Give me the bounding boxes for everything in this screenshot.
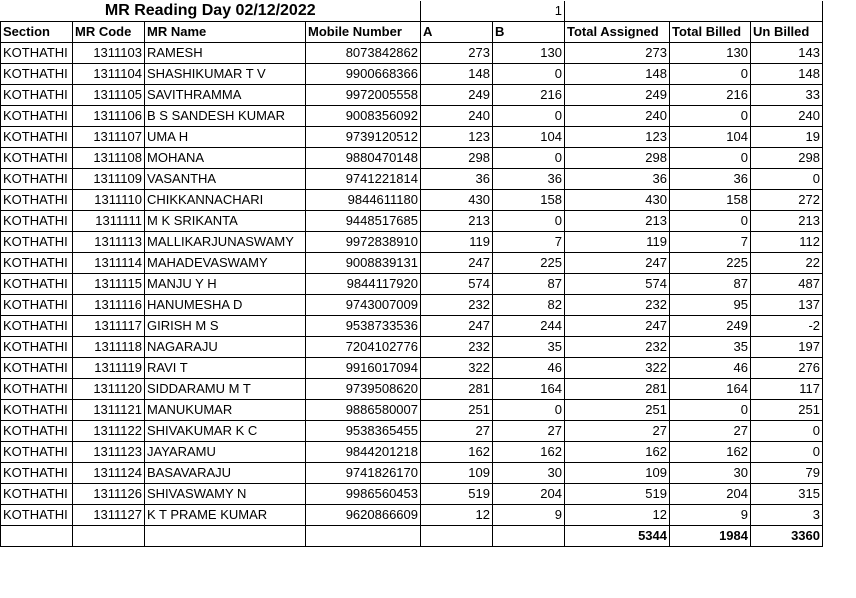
total-assigned-cell[interactable]: 574 — [565, 274, 670, 295]
section-cell[interactable]: KOTHATHI — [1, 463, 73, 484]
mr-code-cell[interactable]: 1311108 — [73, 148, 145, 169]
table-row — [1, 106, 823, 127]
table-row — [1, 274, 823, 295]
mobile-number-cell[interactable]: 9844201218 — [306, 442, 421, 463]
col-header-total-billed[interactable]: Total Billed — [670, 22, 751, 43]
b-cell[interactable]: 0 — [493, 211, 565, 232]
table-row — [1, 379, 823, 400]
a-cell[interactable]: 240 — [421, 106, 493, 127]
total-billed-sum[interactable]: 1984 — [670, 526, 751, 547]
total-assigned-cell[interactable]: 27 — [565, 421, 670, 442]
mr-code-cell[interactable]: 1311123 — [73, 442, 145, 463]
a-cell[interactable]: 298 — [421, 148, 493, 169]
b-cell[interactable]: 7 — [493, 232, 565, 253]
table-row — [1, 295, 823, 316]
b-cell[interactable]: 0 — [493, 64, 565, 85]
mobile-number-cell[interactable]: 8073842862 — [306, 43, 421, 64]
a-cell[interactable]: 519 — [421, 484, 493, 505]
mr-name-cell[interactable]: SAVITHRAMMA — [145, 85, 306, 106]
mr-code-cell[interactable]: 1311126 — [73, 484, 145, 505]
total-assigned-sum[interactable]: 5344 — [565, 526, 670, 547]
section-cell[interactable]: KOTHATHI — [1, 505, 73, 526]
mr-name-cell[interactable]: SHIVAKUMAR K C — [145, 421, 306, 442]
section-cell[interactable]: KOTHATHI — [1, 106, 73, 127]
mr-name-cell[interactable]: VASANTHA — [145, 169, 306, 190]
mobile-number-cell[interactable]: 9743007009 — [306, 295, 421, 316]
mr-code-cell[interactable]: 1311124 — [73, 463, 145, 484]
section-cell[interactable]: KOTHATHI — [1, 379, 73, 400]
table-row — [1, 232, 823, 253]
mr-name-cell[interactable]: UMA H — [145, 127, 306, 148]
a-cell[interactable]: 213 — [421, 211, 493, 232]
mobile-number-cell[interactable]: 9880470148 — [306, 148, 421, 169]
a-cell[interactable]: 148 — [421, 64, 493, 85]
col-header-mr-code[interactable]: MR Code — [73, 22, 145, 43]
section-cell[interactable]: KOTHATHI — [1, 442, 73, 463]
mr-code-cell[interactable]: 1311106 — [73, 106, 145, 127]
un-billed-cell[interactable]: 33 — [751, 85, 823, 106]
mr-code-cell[interactable]: 1311105 — [73, 85, 145, 106]
mr-code-cell[interactable]: 1311115 — [73, 274, 145, 295]
page-marker[interactable]: 1 — [493, 1, 565, 22]
table-row — [1, 64, 823, 85]
total-assigned-cell[interactable]: 281 — [565, 379, 670, 400]
total-assigned-cell[interactable]: 232 — [565, 337, 670, 358]
mobile-number-cell[interactable]: 7204102776 — [306, 337, 421, 358]
un-billed-cell[interactable]: 0 — [751, 169, 823, 190]
col-header-b[interactable]: B — [493, 22, 565, 43]
un-billed-cell[interactable]: 213 — [751, 211, 823, 232]
mr-code-cell[interactable]: 1311121 — [73, 400, 145, 421]
table-row — [1, 337, 823, 358]
empty-cell[interactable] — [145, 526, 306, 547]
a-cell[interactable]: 281 — [421, 379, 493, 400]
un-billed-cell[interactable]: 19 — [751, 127, 823, 148]
total-assigned-cell[interactable]: 251 — [565, 400, 670, 421]
un-billed-cell[interactable]: 298 — [751, 148, 823, 169]
mobile-number-cell[interactable]: 9008356092 — [306, 106, 421, 127]
mr-code-cell[interactable]: 1311107 — [73, 127, 145, 148]
section-cell[interactable]: KOTHATHI — [1, 400, 73, 421]
total-billed-cell[interactable]: 130 — [670, 43, 751, 64]
total-billed-cell[interactable]: 36 — [670, 169, 751, 190]
empty-cell[interactable] — [1, 526, 73, 547]
cell[interactable] — [421, 1, 493, 22]
mr-code-cell[interactable]: 1311122 — [73, 421, 145, 442]
total-assigned-cell[interactable]: 273 — [565, 43, 670, 64]
mobile-number-cell[interactable]: 9916017094 — [306, 358, 421, 379]
title-row — [1, 1, 823, 22]
total-assigned-cell[interactable]: 123 — [565, 127, 670, 148]
section-cell[interactable]: KOTHATHI — [1, 211, 73, 232]
table-row — [1, 484, 823, 505]
table-row — [1, 400, 823, 421]
un-billed-cell[interactable]: 0 — [751, 421, 823, 442]
section-cell[interactable]: KOTHATHI — [1, 274, 73, 295]
mr-name-cell[interactable]: CHIKKANNACHARI — [145, 190, 306, 211]
section-cell[interactable]: KOTHATHI — [1, 190, 73, 211]
mr-code-cell[interactable]: 1311117 — [73, 316, 145, 337]
b-cell[interactable]: 225 — [493, 253, 565, 274]
mr-name-cell[interactable]: JAYARAMU — [145, 442, 306, 463]
total-billed-cell[interactable]: 0 — [670, 106, 751, 127]
b-cell[interactable]: 162 — [493, 442, 565, 463]
un-billed-cell[interactable]: 276 — [751, 358, 823, 379]
table-row — [1, 505, 823, 526]
mr-name-cell[interactable]: MANUKUMAR — [145, 400, 306, 421]
section-cell[interactable]: KOTHATHI — [1, 484, 73, 505]
mr-code-cell[interactable]: 1311127 — [73, 505, 145, 526]
mr-code-cell[interactable]: 1311110 — [73, 190, 145, 211]
table-row — [1, 316, 823, 337]
un-billed-cell[interactable]: 137 — [751, 295, 823, 316]
mobile-number-cell[interactable]: 9972838910 — [306, 232, 421, 253]
section-cell[interactable]: KOTHATHI — [1, 337, 73, 358]
total-assigned-cell[interactable]: 162 — [565, 442, 670, 463]
table-row — [1, 442, 823, 463]
mr-name-cell[interactable]: SHASHIKUMAR T V — [145, 64, 306, 85]
total-assigned-cell[interactable]: 247 — [565, 316, 670, 337]
mr-name-cell[interactable]: SIDDARAMU M T — [145, 379, 306, 400]
total-assigned-cell[interactable]: 12 — [565, 505, 670, 526]
b-cell[interactable]: 9 — [493, 505, 565, 526]
mobile-number-cell[interactable]: 9620866609 — [306, 505, 421, 526]
empty-cell[interactable] — [421, 526, 493, 547]
a-cell[interactable]: 574 — [421, 274, 493, 295]
table-row — [1, 127, 823, 148]
b-cell[interactable]: 27 — [493, 421, 565, 442]
mr-code-cell[interactable]: 1311120 — [73, 379, 145, 400]
total-billed-cell[interactable]: 30 — [670, 463, 751, 484]
total-assigned-cell[interactable]: 322 — [565, 358, 670, 379]
mr-code-cell[interactable]: 1311116 — [73, 295, 145, 316]
un-billed-cell[interactable]: 143 — [751, 43, 823, 64]
table-row — [1, 85, 823, 106]
mobile-number-cell[interactable]: 9741826170 — [306, 463, 421, 484]
section-cell[interactable]: KOTHATHI — [1, 127, 73, 148]
mr-name-cell[interactable]: MANJU Y H — [145, 274, 306, 295]
un-billed-cell[interactable]: 251 — [751, 400, 823, 421]
mr-code-cell[interactable]: 1311114 — [73, 253, 145, 274]
un-billed-cell[interactable]: 197 — [751, 337, 823, 358]
mr-name-cell[interactable]: HANUMESHA D — [145, 295, 306, 316]
total-assigned-cell[interactable]: 232 — [565, 295, 670, 316]
un-billed-cell[interactable]: 112 — [751, 232, 823, 253]
a-cell[interactable]: 36 — [421, 169, 493, 190]
a-cell[interactable]: 430 — [421, 190, 493, 211]
mobile-number-cell[interactable]: 9986560453 — [306, 484, 421, 505]
a-cell[interactable]: 247 — [421, 316, 493, 337]
col-header-un-billed[interactable]: Un Billed — [751, 22, 823, 43]
empty-cell[interactable] — [73, 526, 145, 547]
total-billed-cell[interactable]: 7 — [670, 232, 751, 253]
col-header-mobile-number[interactable]: Mobile Number — [306, 22, 421, 43]
mobile-number-cell[interactable]: 9900668366 — [306, 64, 421, 85]
section-cell[interactable]: KOTHATHI — [1, 421, 73, 442]
a-cell[interactable]: 322 — [421, 358, 493, 379]
table-row — [1, 463, 823, 484]
section-cell[interactable]: KOTHATHI — [1, 64, 73, 85]
un-billed-cell[interactable]: 315 — [751, 484, 823, 505]
b-cell[interactable]: 82 — [493, 295, 565, 316]
mr-code-cell[interactable]: 1311103 — [73, 43, 145, 64]
a-cell[interactable]: 27 — [421, 421, 493, 442]
mr-name-cell[interactable]: NAGARAJU — [145, 337, 306, 358]
un-billed-cell[interactable]: 3 — [751, 505, 823, 526]
mobile-number-cell[interactable]: 9844611180 — [306, 190, 421, 211]
a-cell[interactable]: 247 — [421, 253, 493, 274]
mr-name-cell[interactable]: RAVI T — [145, 358, 306, 379]
section-cell[interactable]: KOTHATHI — [1, 85, 73, 106]
a-cell[interactable]: 232 — [421, 337, 493, 358]
section-cell[interactable]: KOTHATHI — [1, 253, 73, 274]
total-assigned-cell[interactable]: 213 — [565, 211, 670, 232]
un-billed-cell[interactable]: 148 — [751, 64, 823, 85]
mobile-number-cell[interactable]: 9538365455 — [306, 421, 421, 442]
b-cell[interactable]: 164 — [493, 379, 565, 400]
mobile-number-cell[interactable]: 9886580007 — [306, 400, 421, 421]
b-cell[interactable]: 0 — [493, 400, 565, 421]
table-row — [1, 190, 823, 211]
un-billed-sum[interactable]: 3360 — [751, 526, 823, 547]
total-billed-cell[interactable]: 249 — [670, 316, 751, 337]
mr-name-cell[interactable]: MOHANA — [145, 148, 306, 169]
table-row — [1, 211, 823, 232]
sheet-title[interactable]: MR Reading Day 02/12/2022 — [1, 1, 421, 22]
total-assigned-cell[interactable]: 298 — [565, 148, 670, 169]
a-cell[interactable]: 232 — [421, 295, 493, 316]
mr-name-cell[interactable]: MALLIKARJUNASWAMY — [145, 232, 306, 253]
total-billed-cell[interactable]: 204 — [670, 484, 751, 505]
total-assigned-cell[interactable]: 109 — [565, 463, 670, 484]
un-billed-cell[interactable]: 0 — [751, 442, 823, 463]
b-cell[interactable]: 216 — [493, 85, 565, 106]
un-billed-cell[interactable]: 22 — [751, 253, 823, 274]
b-cell[interactable]: 0 — [493, 148, 565, 169]
total-billed-cell[interactable]: 164 — [670, 379, 751, 400]
total-assigned-cell[interactable]: 240 — [565, 106, 670, 127]
total-billed-cell[interactable]: 46 — [670, 358, 751, 379]
mobile-number-cell[interactable]: 9538733536 — [306, 316, 421, 337]
b-cell[interactable]: 130 — [493, 43, 565, 64]
b-cell[interactable]: 30 — [493, 463, 565, 484]
b-cell[interactable]: 0 — [493, 106, 565, 127]
mr-code-cell[interactable]: 1311119 — [73, 358, 145, 379]
total-billed-cell[interactable]: 9 — [670, 505, 751, 526]
mobile-number-cell[interactable]: 9741221814 — [306, 169, 421, 190]
mobile-number-cell[interactable]: 9448517685 — [306, 211, 421, 232]
total-assigned-cell[interactable]: 430 — [565, 190, 670, 211]
mr-name-cell[interactable]: M K SRIKANTA — [145, 211, 306, 232]
empty-cell[interactable] — [306, 526, 421, 547]
total-billed-cell[interactable]: 0 — [670, 64, 751, 85]
cell[interactable] — [751, 1, 823, 22]
table-row — [1, 253, 823, 274]
un-billed-cell[interactable]: 79 — [751, 463, 823, 484]
mr-name-cell[interactable]: SHIVASWAMY N — [145, 484, 306, 505]
section-cell[interactable]: KOTHATHI — [1, 169, 73, 190]
section-cell[interactable]: KOTHATHI — [1, 316, 73, 337]
a-cell[interactable]: 12 — [421, 505, 493, 526]
section-cell[interactable]: KOTHATHI — [1, 358, 73, 379]
mr-name-cell[interactable]: BASAVARAJU — [145, 463, 306, 484]
a-cell[interactable]: 119 — [421, 232, 493, 253]
section-cell[interactable]: KOTHATHI — [1, 43, 73, 64]
totals-row — [1, 526, 823, 547]
section-cell[interactable]: KOTHATHI — [1, 148, 73, 169]
cell[interactable] — [565, 1, 670, 22]
un-billed-cell[interactable]: -2 — [751, 316, 823, 337]
total-assigned-cell[interactable]: 148 — [565, 64, 670, 85]
un-billed-cell[interactable]: 272 — [751, 190, 823, 211]
table-row — [1, 358, 823, 379]
un-billed-cell[interactable]: 487 — [751, 274, 823, 295]
a-cell[interactable]: 109 — [421, 463, 493, 484]
mr-name-cell[interactable]: K T PRAME KUMAR — [145, 505, 306, 526]
total-billed-cell[interactable]: 87 — [670, 274, 751, 295]
total-billed-cell[interactable]: 27 — [670, 421, 751, 442]
total-assigned-cell[interactable]: 519 — [565, 484, 670, 505]
total-assigned-cell[interactable]: 249 — [565, 85, 670, 106]
mr-code-cell[interactable]: 1311104 — [73, 64, 145, 85]
col-header-total-assigned[interactable]: Total Assigned — [565, 22, 670, 43]
total-billed-cell[interactable]: 0 — [670, 148, 751, 169]
section-cell[interactable]: KOTHATHI — [1, 232, 73, 253]
total-assigned-cell[interactable]: 36 — [565, 169, 670, 190]
b-cell[interactable]: 244 — [493, 316, 565, 337]
cell[interactable] — [670, 1, 751, 22]
total-billed-cell[interactable]: 0 — [670, 211, 751, 232]
mobile-number-cell[interactable]: 9739120512 — [306, 127, 421, 148]
mr-name-cell[interactable]: GIRISH M S — [145, 316, 306, 337]
table-row — [1, 421, 823, 442]
total-assigned-cell[interactable]: 247 — [565, 253, 670, 274]
a-cell[interactable]: 273 — [421, 43, 493, 64]
b-cell[interactable]: 35 — [493, 337, 565, 358]
empty-cell[interactable] — [493, 526, 565, 547]
total-billed-cell[interactable]: 95 — [670, 295, 751, 316]
table-row — [1, 169, 823, 190]
total-billed-cell[interactable]: 225 — [670, 253, 751, 274]
total-billed-cell[interactable]: 162 — [670, 442, 751, 463]
mobile-number-cell[interactable]: 9008839131 — [306, 253, 421, 274]
un-billed-cell[interactable]: 240 — [751, 106, 823, 127]
mr-code-cell[interactable]: 1311109 — [73, 169, 145, 190]
a-cell[interactable]: 249 — [421, 85, 493, 106]
mr-code-cell[interactable]: 1311113 — [73, 232, 145, 253]
col-header-a[interactable]: A — [421, 22, 493, 43]
section-cell[interactable]: KOTHATHI — [1, 295, 73, 316]
mobile-number-cell[interactable]: 9972005558 — [306, 85, 421, 106]
table-row — [1, 43, 823, 64]
total-billed-cell[interactable]: 0 — [670, 400, 751, 421]
mr-name-cell[interactable]: B S SANDESH KUMAR — [145, 106, 306, 127]
mobile-number-cell[interactable]: 9844117920 — [306, 274, 421, 295]
mr-reading-sheet — [0, 1, 823, 547]
mobile-number-cell[interactable]: 9739508620 — [306, 379, 421, 400]
a-cell[interactable]: 162 — [421, 442, 493, 463]
mr-code-cell[interactable]: 1311118 — [73, 337, 145, 358]
col-header-mr-name[interactable]: MR Name — [145, 22, 306, 43]
b-cell[interactable]: 87 — [493, 274, 565, 295]
mr-code-cell[interactable]: 1311111 — [73, 211, 145, 232]
header-row — [1, 22, 823, 43]
table-row — [1, 148, 823, 169]
b-cell[interactable]: 158 — [493, 190, 565, 211]
mr-name-cell[interactable]: RAMESH — [145, 43, 306, 64]
total-billed-cell[interactable]: 104 — [670, 127, 751, 148]
col-header-section[interactable]: Section — [1, 22, 73, 43]
total-billed-cell[interactable]: 35 — [670, 337, 751, 358]
total-billed-cell[interactable]: 216 — [670, 85, 751, 106]
a-cell[interactable]: 251 — [421, 400, 493, 421]
b-cell[interactable]: 46 — [493, 358, 565, 379]
b-cell[interactable]: 204 — [493, 484, 565, 505]
b-cell[interactable]: 104 — [493, 127, 565, 148]
a-cell[interactable]: 123 — [421, 127, 493, 148]
total-assigned-cell[interactable]: 119 — [565, 232, 670, 253]
un-billed-cell[interactable]: 117 — [751, 379, 823, 400]
mr-name-cell[interactable]: MAHADEVASWAMY — [145, 253, 306, 274]
b-cell[interactable]: 36 — [493, 169, 565, 190]
total-billed-cell[interactable]: 158 — [670, 190, 751, 211]
